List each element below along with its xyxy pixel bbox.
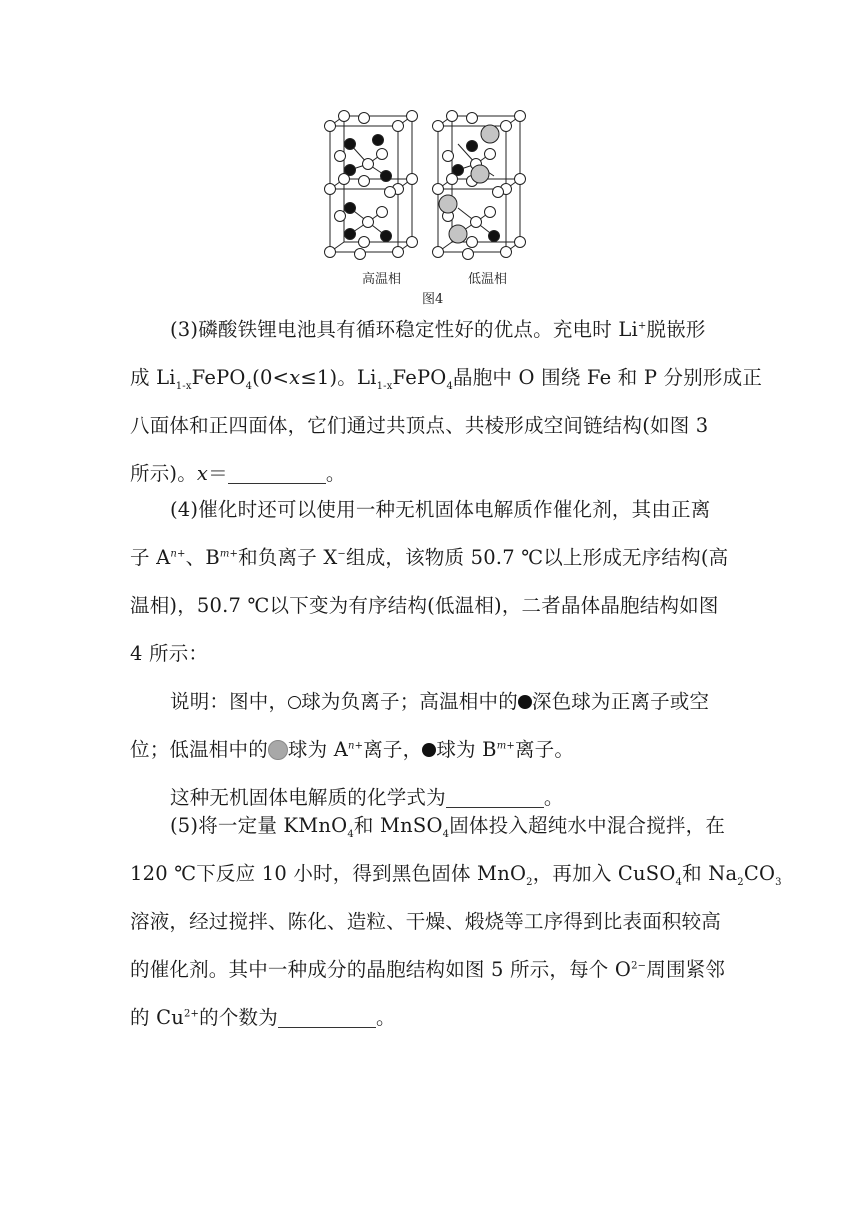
anion-ball	[359, 113, 370, 124]
cation-ball	[345, 165, 356, 176]
q5-line-1: (5)将一定量 KMnO$_4$和 MnSO$_4$固体投入超纯水中混合搅拌，在	[170, 814, 726, 840]
anion-ball	[471, 217, 482, 228]
anion-ball	[433, 184, 444, 195]
q5-line-4: 的催化剂。其中一种成分的晶胞结构如图 5 所示，每个 $O^{2-}$周围紧邻	[130, 958, 726, 981]
anion-ball	[485, 149, 496, 160]
black-circle-icon	[422, 743, 436, 757]
q3-line-3: 八面体和正四面体，它们通过共顶点、共棱形成空间链结构(如图 3	[130, 414, 709, 437]
anion-ball	[335, 151, 346, 162]
anion-ball	[363, 159, 374, 170]
anion-ball	[485, 207, 496, 218]
anion-ball	[501, 247, 512, 258]
cation-ball	[345, 229, 356, 240]
anion-ball	[407, 111, 418, 122]
gray-circle-icon	[268, 740, 288, 760]
q3-line-2: 成 $Li_{1-x}FePO_4(0<x\le 1)$。$Li_{1-x}FePO_4$晶胞中 O 围绕 Fe 和 P 分别形成正	[130, 366, 763, 392]
cation-ball	[453, 165, 464, 176]
black-circle-icon	[518, 695, 532, 709]
anion-ball	[493, 187, 504, 198]
anion-ball	[359, 237, 370, 248]
q3-line-4: 所示)。x＝ 。	[130, 462, 346, 485]
answer-blank-q5[interactable]	[278, 1007, 376, 1028]
figure-caption: 图4	[422, 292, 444, 307]
q4-ask-line: 这种无机固体电解质的化学式为 。	[170, 786, 564, 809]
cation-ball	[373, 135, 384, 146]
answer-blank-q3[interactable]	[228, 463, 326, 484]
anion-ball	[433, 247, 444, 258]
open-circle-icon	[288, 696, 301, 709]
cation-ball	[467, 141, 478, 152]
q4-note-line-1: 说明：图中， 球为负离子；高温相中的 深色球为正离子或空	[170, 690, 710, 713]
q4-line-2: 子 $A^{n+}$、$B^{m+}$和负离子 X−组成，该物质 50.7 ℃以上形成无序结构(高	[130, 546, 729, 569]
anion-ball	[407, 174, 418, 185]
anion-ball	[377, 207, 388, 218]
q3-line-1: (3)磷酸铁锂电池具有循环稳定性好的优点。充电时 Li+脱嵌形	[170, 318, 706, 341]
cation-ball	[345, 139, 356, 150]
anion-ball	[433, 121, 444, 132]
q4-line-4: 4 所示：	[130, 642, 209, 665]
anion-ball	[501, 121, 512, 132]
question-3	[130, 306, 763, 498]
anion-ball	[515, 174, 526, 185]
anion-ball	[355, 249, 366, 260]
anion-ball	[325, 121, 336, 132]
anion-ball	[443, 151, 454, 162]
anion-ball	[393, 247, 404, 258]
anion-ball	[407, 237, 418, 248]
crystal-structure-diagram	[318, 104, 538, 274]
anion-ball	[393, 121, 404, 132]
a-ion-ball	[481, 125, 499, 143]
anion-ball	[447, 111, 458, 122]
anion-ball	[359, 176, 370, 187]
cation-ball	[489, 231, 500, 242]
q5-line-2: 120 ℃下反应 10 小时，得到黑色固体 MnO$_2$，再加入 CuSO$_4$和 $Na_2CO_3$	[130, 862, 782, 888]
anion-ball	[339, 111, 350, 122]
anion-ball	[325, 184, 336, 195]
q5-line-3: 溶液，经过搅拌、陈化、造粒、干燥、煅烧等工序得到比表面积较高	[130, 910, 722, 933]
figure-4	[318, 104, 538, 307]
q4-line-3: 温相)，50.7 ℃以下变为有序结构(低温相)，二者晶体晶胞结构如图	[130, 594, 719, 617]
a-ion-ball	[471, 165, 489, 183]
cation-ball	[345, 203, 356, 214]
cation-ball	[381, 231, 392, 242]
cation-ball	[381, 171, 392, 182]
anion-ball	[385, 187, 396, 198]
anion-ball	[363, 217, 374, 228]
a-ion-ball	[449, 225, 467, 243]
q4-line-1: (4)催化时还可以使用一种无机固体电解质作催化剂，其由正离	[170, 498, 711, 521]
anion-ball	[463, 249, 474, 260]
a-ion-ball	[439, 195, 457, 213]
q4-note-line-2: 位；低温相中的 球为 $A^{n+}$离子， 球为 $B^{m+}$离子。	[130, 738, 575, 761]
question-5	[130, 802, 782, 1042]
question-4	[130, 486, 730, 822]
anion-ball	[515, 237, 526, 248]
anion-ball	[467, 113, 478, 124]
anion-ball	[467, 237, 478, 248]
anion-ball	[325, 247, 336, 258]
anion-ball	[515, 111, 526, 122]
label-high-temp-phase: 高温相	[362, 272, 402, 287]
anion-ball	[377, 149, 388, 160]
anion-ball	[335, 211, 346, 222]
label-low-temp-phase: 低温相	[468, 272, 508, 287]
q5-line-5: 的 $Cu^{2+}$的个数为 。	[130, 1006, 396, 1029]
